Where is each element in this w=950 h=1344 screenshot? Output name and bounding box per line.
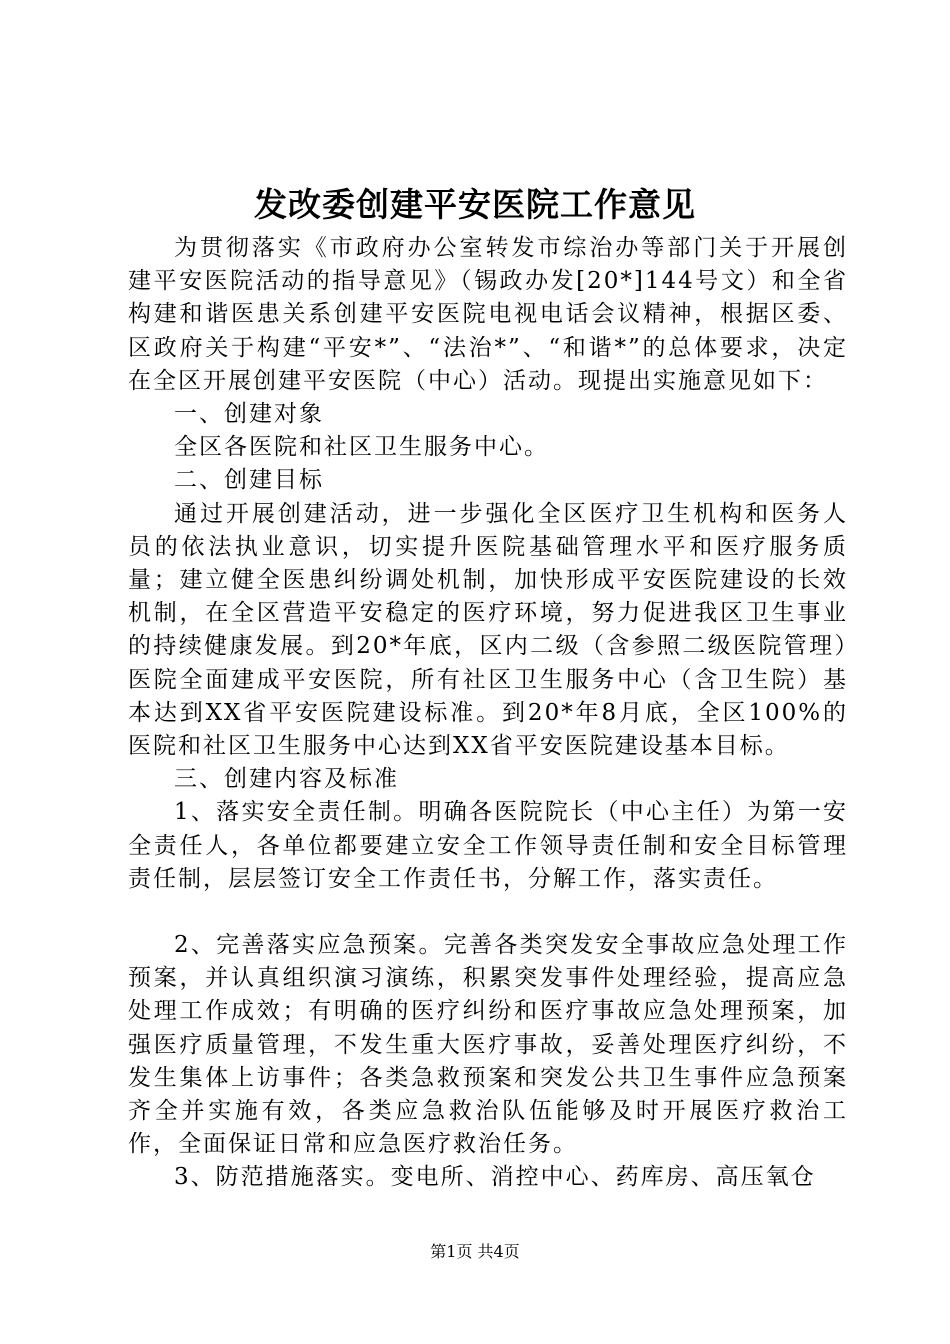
- page-footer: 第1页 共4页: [430, 1242, 520, 1261]
- section-heading-1: 一、创建对象: [174, 401, 324, 428]
- item-1-paragraph: 1、落实安全责任制。明确各医院院长（中心主任）为第一安全责任人，各单位都要建立安全工作领导责任制和安全目标管理责任制，层层签订安全工作责任书，分解工作，落实责任。: [128, 799, 848, 892]
- item-3-paragraph: 3、防范措施落实。变电所、消控中心、药库房、高压氧仓: [174, 1164, 816, 1191]
- document-title: 发改委创建平安医院工作意见: [254, 185, 696, 224]
- intro-paragraph: 为贯彻落实《市政府办公室转发市综治办等部门关于开展创建平安医院活动的指导意见》（锡政办发[20*]144号文）和全省构建和谐医患关系创建平安医院电视电话会议精神，根据区委、区政府关于构建“平安*”、“法治*”、“和谐*”的总体要求，决定在全区开展创建平安医院（中心）活动。现提出实施意见如下：: [128, 235, 848, 394]
- section-heading-2: 二、创建目标: [174, 467, 324, 494]
- item-2-paragraph: 2、完善落实应急预案。完善各类突发安全事故应急处理工作预案，并认真组织演习演练，积累突发事件处理经验，提高应急处理工作成效；有明确的医疗纠纷和医疗事故应急处理预案，加强医疗质量管理，不发生重大医疗事故，妥善处理医疗纠纷，不发生集体上访事件；各类急救预案和突发公共卫生事件应急预案齐全并实施有效，各类应急救治队伍能够及时开展医疗救治工作，全面保证日常和应急医疗救治任务。: [128, 932, 848, 1158]
- section-heading-3: 三、创建内容及标准: [174, 766, 399, 793]
- document-body: [128, 232, 848, 1195]
- section-1-paragraph: 全区各医院和社区卫生服务中心。: [174, 434, 549, 461]
- section-2-paragraph: 通过开展创建活动，进一步强化全区医疗卫生机构和医务人员的依法执业意识，切实提升医院基础管理水平和医疗服务质量；建立健全医患纠纷调处机制，加快形成平安医院建设的长效机制，在全区营造平安稳定的医疗环境，努力促进我区卫生事业的持续健康发展。到20*年底，区内二级（含参照二级医院管理）医院全面建成平安医院，所有社区卫生服务中心（含卫生院）基本达到XX省平安医院建设标准。到20*年8月底，全区100%的医院和社区卫生服务中心达到XX省平安医院建设基本目标。: [128, 500, 848, 760]
